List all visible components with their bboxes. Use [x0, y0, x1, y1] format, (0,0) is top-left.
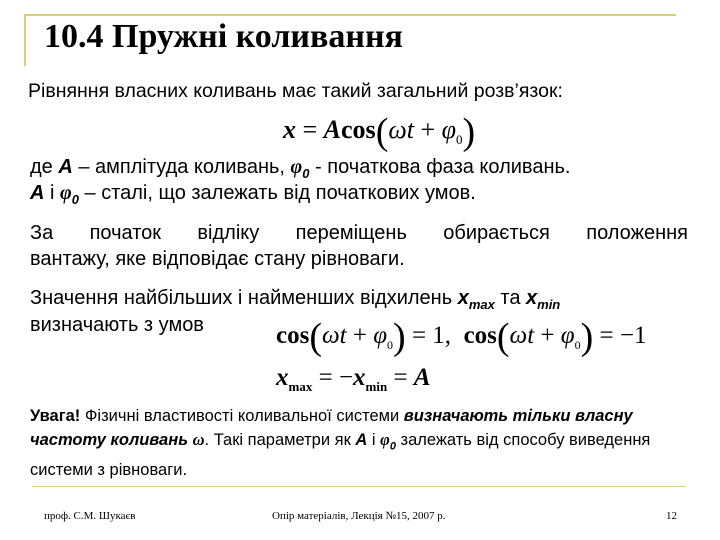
warning-label: Увага!: [30, 407, 81, 425]
footer-divider: [32, 486, 686, 487]
para1-l2-phi: φ: [60, 182, 72, 204]
para1-post: - початкова фаза коливань.: [309, 156, 571, 178]
para3-pre: Значення найбільших і найменших відхилень: [30, 287, 458, 309]
formula-cond-row1: $\cos(\omega t + \varphi_0) = 1$, $\cos(\omega t + \varphi_0) = -1$: [276, 316, 647, 358]
cond-row2-eq2: =: [393, 364, 408, 391]
warning-t4: залежать від способу виведення системи з рівноваги.: [30, 431, 651, 480]
formula-conditions: [272, 316, 662, 398]
warning-omega: ω: [192, 430, 205, 449]
para1-l2-post: – сталі, що залежать від початкових умов.: [78, 182, 476, 204]
para3-line2: визначають з умов: [30, 314, 204, 336]
cond-phi2: φ: [560, 322, 575, 349]
formula-cos: cos: [341, 115, 376, 144]
formula-cond-row2: [276, 360, 431, 405]
para3-xmax-sub: max: [468, 297, 495, 312]
cond-cos1: cos: [276, 322, 310, 349]
warning-t1: Фізичні властивості коливальної системи: [80, 407, 404, 425]
para1-mid: – амплітуда коливань,: [72, 156, 291, 178]
cond-row2-sub1: max: [288, 379, 313, 394]
warning-phi: φ: [380, 430, 390, 449]
formula-amp: A: [323, 115, 342, 144]
warning-hl1: визначають тільки власну частоту коливань: [30, 407, 633, 449]
cond-plus1: +: [352, 322, 367, 349]
footer-author: проф. С.М. Шукаєв: [44, 510, 136, 522]
para2-line1: За початок відліку переміщень обирається положення: [30, 222, 688, 244]
para1-l2-A: A: [30, 182, 45, 204]
para1-line2: [30, 180, 476, 213]
cond-phi1: φ: [373, 322, 388, 349]
para1-phi: φ: [290, 156, 303, 178]
cond-omega1: ω: [321, 322, 340, 349]
para1-l2-i: і: [44, 182, 61, 204]
formula-eq: =: [302, 115, 318, 144]
warning-t2: . Такі параметри як: [204, 431, 356, 449]
intro-text: Рівняння власних коливань має такий загальний розв’язок:: [28, 80, 563, 102]
cond-row2-x2: x: [353, 364, 366, 391]
para3-xmin-sub: min: [537, 297, 561, 312]
cond-row2-eq: = −: [318, 364, 354, 391]
warning-note: [30, 404, 690, 482]
cond-eq1: = 1,: [411, 322, 452, 349]
warning-sub: 0: [389, 440, 396, 453]
footer-page-number: 12: [666, 510, 677, 522]
para1-A: A: [58, 156, 73, 178]
para3-xmin: x: [526, 287, 538, 309]
cond-row2-sub2: min: [365, 379, 388, 394]
formula-x: x: [283, 115, 296, 144]
footer-course: Опір матеріалів, Лекція №15, 2007 р.: [272, 510, 446, 522]
cond-t1: t: [339, 322, 347, 349]
formula-plus: +: [420, 115, 436, 144]
slide-title: 10.4 Пружні коливання: [44, 18, 403, 55]
para3-xmax: x: [457, 287, 469, 309]
cond-omega2: ω: [509, 322, 528, 349]
formula-phi-sub: 0: [456, 132, 463, 148]
para1-phi-sub: 0: [302, 166, 310, 181]
cond-plus2: +: [540, 322, 555, 349]
cond-t2: t: [527, 322, 535, 349]
para1-pre: де: [30, 156, 59, 178]
cond-row2-A: A: [413, 364, 431, 391]
cond-eq2: = −1: [599, 322, 647, 349]
cond-row2-x1: x: [276, 364, 289, 391]
formula-phi: φ: [441, 115, 456, 144]
formula-t: t: [406, 115, 414, 144]
cond-sub1: 0: [387, 338, 394, 352]
warning-A: A: [355, 431, 368, 449]
formula-main: $x = Acos(\omega t + \varphi_0)$: [283, 110, 483, 150]
cond-sub2: 0: [574, 338, 581, 352]
cond-cos2: cos: [463, 322, 497, 349]
formula-omega: ω: [388, 115, 407, 144]
para2-line2: вантажу, яке відповідає стану рівноваги.: [30, 248, 405, 270]
warning-t3: і: [367, 431, 381, 449]
para1-l2-sub: 0: [71, 192, 79, 207]
para3-mid: та: [494, 287, 527, 309]
